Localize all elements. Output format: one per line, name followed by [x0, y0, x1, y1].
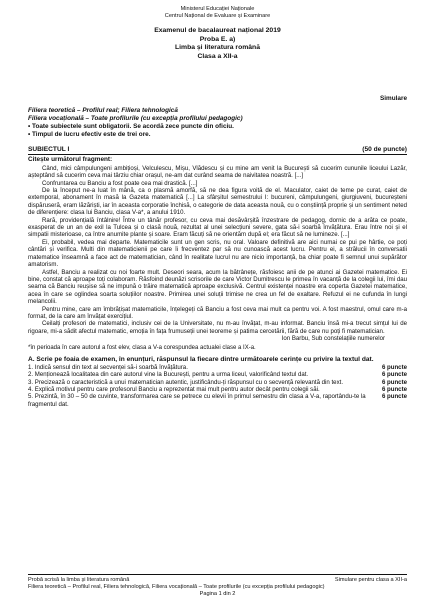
subject-heading — [28, 146, 407, 155]
question-text: 5. Prezintă, în 30 – 50 de cuvinte, transformarea care se petrece cu elevii în primul semestru din clasa a V-a, raportându-te la fragmentul dat. — [28, 393, 366, 408]
question-item — [28, 364, 407, 371]
page-footer — [28, 574, 407, 598]
exam-title: Examenul de bacalaureat național 2019 — [154, 27, 281, 34]
filiera-line-2: Filiera vocațională – Toate profilurile (cu excepția profilului pedagogic) — [28, 115, 243, 122]
text-paragraph: Ei, probabil, vedea mai departe. Matematicile sunt un gen scris, nu oral. Valoare definitivă are aici numai ce pui pe hârtie, ce poți cântări și verifica. Multi din matematicienii pe care îi frecventez par să nu cunoască acest lucru. Pentru ei, a strălucii în conversatii matematice înseamnă a face act de matematician, când în realitate lucrul nu are nicio importanță, ba chiar poate fi semnul unui supărător amatorism. — [28, 238, 407, 269]
footer-left: Probă scrisă la limba și literatura română — [28, 577, 130, 583]
question-points: 6 puncte — [381, 393, 407, 401]
text-paragraph: De la început ne-a luat în mână, ca o plasmă amorfă, să ne dea figura voită de el. Maculator, caiet de teme pe curat, caiet de extemporal, abonament în masă la Gazeta matematică [...] La sfârșitul semestrului I: bucureni, câmpulungeni, giurgiuveni, bucureșteni dispăruseră, eram lăzăriști, iar în aceasta corporatie închisă, o categorie de data aceasta nouă, cu o conștiință proprie și un sentiment neted de diferențiere: clasa lui Banciu, clasa V-a*, a anului 1910. — [28, 187, 407, 217]
text-signature: Ion Barbu, Sub constelațiile numerelor — [281, 335, 385, 343]
text-paragraph: Astfel, Banciu a realizat cu noi foarte mult. Deseori seara, acum la bătrânețe, răsfoiesc anii de pe atunci ai Gazetei matematice. Ei bine, constat că aproape toți colaboram. Răsfoind deunăzi scrisorile de care Victor Dumitrescu le primea în vacanță de la colegii lui, îmi dau seama că Banciu reușise să ne impună o trăire matematică aproape exclusivă. Centrul existenței noastre era coperta Gazetei matematice, acea în care se oglindea soarta soluțiilor noastre. Primirea unei soluții trimise ne crea un fel de exaltare. Refuzul ei ne cufunda în lungi melancolii. — [28, 268, 407, 306]
question-item — [28, 386, 407, 393]
rule-2: • Timpul de lucru efectiv este de trei ore. — [28, 131, 151, 138]
text-paragraph: Pentru mine, care am îmbrățișat matematicile, înțelegeți că Banciu a fost ceva mai mult ca pentru voi. A fost maestrul, omul care m-a format, de la care am învățat exercițiul. — [28, 305, 407, 320]
center-name: Centrul Național de Evaluare și Examinare — [164, 13, 271, 19]
footer-right: Simulare pentru clasa a XII-a — [334, 577, 407, 583]
text-paragraph: Confruntarea cu Banciu a fost poate cea mai drastică. [...] — [42, 179, 198, 187]
footer-row — [28, 577, 407, 584]
subject-points: (50 de puncte) — [362, 146, 407, 153]
rule-1: • Toate subiectele sunt obligatorii. Se acordă zece puncte din oficiu. — [28, 123, 234, 130]
text-footnote: *în perioada în care autorul a fost elev, clasa a V-a corespundea actualei clase a IX-a. — [28, 344, 256, 351]
question-points: 6 puncte — [381, 378, 407, 386]
question-points: 6 puncte — [381, 371, 407, 379]
question-text: 4. Explică motivul pentru care profesorul Banciu a reprezentat mai mult pentru autor decât pentru colegii săi. — [28, 385, 320, 393]
section-a-title: A. Scrie pe foaia de examen, în enunțuri, răspunsul la fiecare dintre următoarele cerințe cu privire la textul dat. — [28, 355, 374, 363]
document-header — [0, 0, 435, 20]
question-text: 3. Precizează o caracteristică a unui matematician autentic, justificându-ți răspunsul cu o secvență relevantă din text. — [28, 378, 344, 386]
subject-title: SUBIECTUL I — [28, 146, 70, 153]
question-text: 2. Menționează localitatea din care autorul vine la București, pentru a urma liceul, valorificând textul dat. — [28, 371, 309, 379]
exam-subject: Limba și literatura română — [175, 44, 260, 52]
exam-class: Clasa a XII-a — [197, 52, 238, 60]
question-points: 6 puncte — [381, 385, 407, 393]
ministry-name: Ministerul Educației Naționale — [180, 6, 255, 12]
text-paragraph: Rară, providențială întâlnire! Între un tânăr profesor, cu ceva mai desăvârșită înzestrare de pedagog, dornic de a arăta ce poate, exasperat de un an de exil la Tulcea și o clasă nouă, rezultat al unei selecțiuni severe, gata să-i soarbă învățătura. Erau între noi și el simpatii misterioase, ca între anumite plante și soare. Eram făcuți să ne orientăm după el; era făcut să ne lumineze. [...] — [28, 216, 407, 239]
exam-title-block — [0, 27, 435, 61]
footer-filiera: Filiera teoretică – Profilul real, Filiera tehnologică, Filiera vocațională – Toate profilurile (cu excepția profilului pedagogic) — [28, 584, 325, 590]
simulation-label: Simulare — [380, 95, 407, 102]
page-number: Pagina 1 din 2 — [199, 591, 236, 597]
question-item — [28, 379, 407, 386]
text-paragraph: Ceilalți profesori de matematici, inclusiv cei de la Universitate, nu m-au învățat, m-au informat. Banciu însă mi-a trecut simțul lui de rigoare, mi-a sădit afectul matematic, emoția în fața frumuseții unei teoreme și patima cercetării, fără de care nu poți fi matematician. — [28, 320, 407, 335]
exam-proba: Proba E. a) — [199, 35, 236, 43]
question-points: 6 puncte — [381, 363, 407, 371]
exam-body — [28, 107, 407, 408]
reading-instruction: Citește următorul fragment: — [28, 156, 113, 164]
question-item — [28, 371, 407, 378]
question-text: 1. Indică sensul din text al secvenței să-i soarbă învățătura. — [28, 363, 188, 371]
question-item — [28, 393, 407, 408]
filiera-line-1: Filiera teoretică – Profilul real; Filiera tehnologică — [28, 107, 178, 114]
text-paragraph: Când, mici câmpulungeni ambițioși, Velculescu, Mișu, Vlădescu și cu mine am venit la București să cucerim cununile liceului Lazăr, așteptând să cucerim ceva mai târziu chiar orașul, ne-am dat curând seama de naivitatea noastră. [...] — [28, 164, 407, 180]
